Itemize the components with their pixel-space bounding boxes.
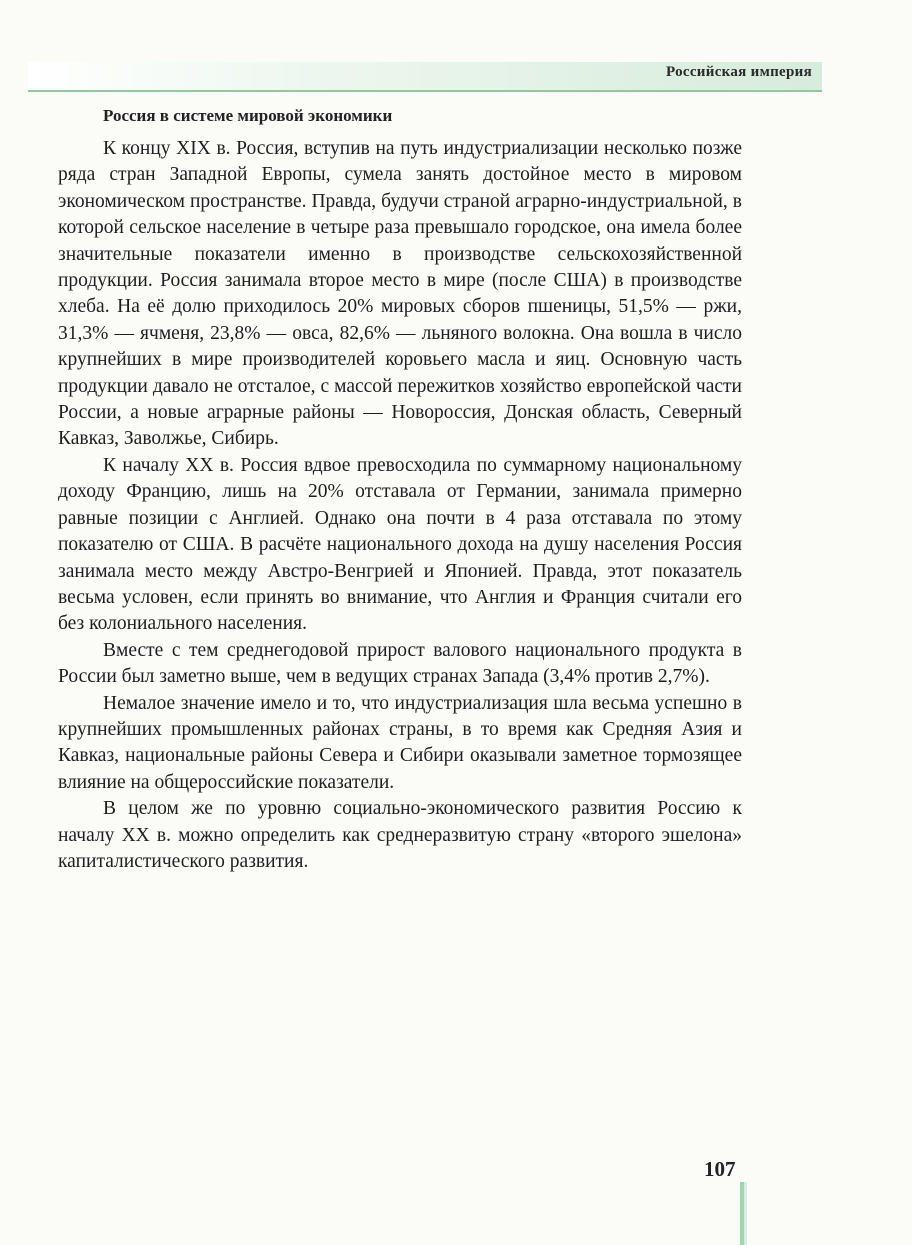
paragraph: Вместе с тем среднегодовой прирост валового национального продукта в России был заметно выше, чем в ведущих странах Запада (3,4% против 2,7%). bbox=[58, 639, 742, 688]
paragraph: В целом же по уровню социально-экономического развития Россию к началу XX в. можно определить как среднеразвитую страну «второго эшелона» капиталистического развития. bbox=[58, 798, 742, 872]
paragraph: Немалое значение имело и то, что индустриализация шла весьма успешно в крупнейших промышленных районах страны, в то время как Средняя Азия и Кавказ, национальные районы Севера и Сибири оказывали заметное тормозящее влияние на общероссийские показатели. bbox=[58, 692, 742, 793]
section-title: Россия в системе мировой экономики bbox=[103, 106, 393, 125]
paragraph: К концу XIX в. Россия, вступив на путь индустриализации несколько позже ряда стран Западной Европы, сумела занять достойное место в мировом экономическом пространстве. Правда, будучи страной аграрно-индустриальной, в которой сельское население в четыре раза превышало городское, она имела более значительные показатели именно в производстве сельскохозяйственной продукции. Россия занимала второе место в мире (после США) в производстве хлеба. На её долю приходилось 20% мировых сборов пшеницы, 51,5% — ржи, 31,3% — ячменя, 23,8% — овса, 82,6% — льняного волокна. Она вошла в число крупнейших в мире производителей коровьего масла и яиц. Основную часть продукции давало не отсталое, с массой пережитков хозяйство европейской части России, а новые аграрные районы — Новороссия, Донская область, Северный Кавказ, Заволжье, Сибирь. bbox=[58, 138, 742, 450]
body-text bbox=[58, 136, 742, 875]
running-title: Российская империя bbox=[666, 64, 812, 80]
header-divider bbox=[28, 90, 822, 92]
page-edge-marker-shade bbox=[744, 1182, 747, 1245]
page-number: 107 bbox=[704, 1157, 736, 1181]
paragraph: К началу XX в. Россия вдвое превосходила по суммарному национальному доходу Францию, лишь на 20% отставала от Германии, занимала примерно равные позиции с Англией. Однако она почти в 4 раза отставала по этому показателю от США. В расчёте национального дохода на душу населения Россия занимала место между Австро-Венгрией и Японией. Правда, этот показатель весьма условен, если принять во внимание, что Англия и Франция считали его без колониального населения. bbox=[58, 454, 742, 635]
